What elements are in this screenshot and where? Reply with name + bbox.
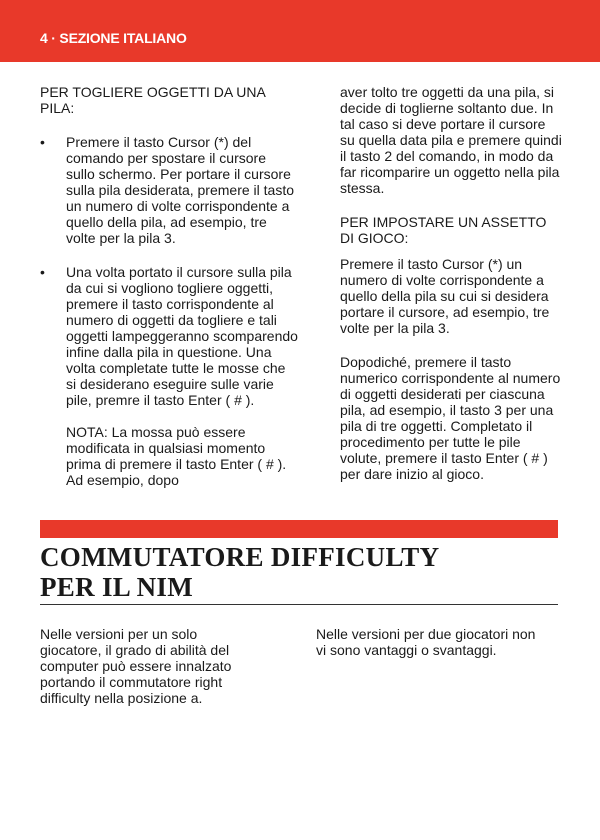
paragraph-single-player: Nelle versioni per un solo giocatore, il grado di abilità del computer può essere innalzato portando il commutatore right difficulty nella posizione a. xyxy=(40,626,232,706)
title-rule xyxy=(40,604,558,605)
section-title xyxy=(40,542,560,602)
key-enter: Enter xyxy=(188,392,222,408)
section-title-line-1: COMMUTATORE DIFFICULTY xyxy=(40,542,440,572)
right-column xyxy=(340,84,562,482)
key-enter: Enter xyxy=(485,450,519,466)
bullet-text-2: Una volta portato il cursore sulla pila da cui si vogliono togliere oggetti, premere il tasto corrispondente al numero di oggetti da togliere e tali oggetti lampeggeranno scomparendo infine dalla pila in questione. Una volta completate tutte le mosse che si desiderano eseguire sulle varie pile, premre il tasto Enter ( # ). xyxy=(66,264,298,408)
section-title-line-2: PER IL NIM xyxy=(40,572,194,602)
bullet-item-1 xyxy=(40,134,298,246)
paragraph-two-players: Nelle versioni per due giocatori non vi sono vantaggi o svantaggi. xyxy=(316,626,536,658)
left-column xyxy=(40,84,298,506)
heading-set-game: PER IMPOSTARE UN ASSETTO DI GIOCO: xyxy=(340,214,547,246)
section-header-label: 4 · SEZIONE ITALIANO xyxy=(40,30,187,46)
paragraph-set-cursor: Premere il tasto Cursor (*) un numero di volte corrispondente a quello della pila su cui si desidera portare il cursore, ad esempio, tre volte per la pila 3. xyxy=(340,256,550,336)
section-divider-bar xyxy=(40,520,558,538)
bullet-dot: • xyxy=(40,264,45,280)
paragraph-set-objects: Dopodiché, premere il tasto numerico corrispondente al numero di oggetti desiderati per ciascuna pila, ad esempio, il tasto 3 per una pila di tre oggetti. Completato il procedimento per tutte le pile volute, premere il tasto Enter ( # ) per dare inizio al gioco. xyxy=(340,354,561,482)
key-enter: Enter xyxy=(220,456,254,472)
heading-remove-objects: PER TOGLIERE OGGETTI DA UNA PILA: xyxy=(40,84,266,116)
paragraph-continuation: aver tolto tre oggetti da una pila, si decide di toglierne soltanto due. In tal caso si deve portare il cursore su quella data pila e premere quindi il tasto 2 del comando, in modo da far ricomparire un oggetto nella pila stessa. xyxy=(340,84,562,196)
header-bar xyxy=(0,0,600,62)
switch-name: right difficulty xyxy=(40,674,223,706)
switch-position: a xyxy=(190,690,199,706)
key-cursor: Cursor xyxy=(441,256,484,272)
bullet-text-1: Premere il tasto Cursor (*) del comando per spostare il cursore sullo schermo. Per portare il cursore sulla pila desiderata, premere il tasto un numero di volte corrispondente a quello della pila, ad esempio, tre volte per la pila 3. xyxy=(66,134,295,246)
bullet-item-2 xyxy=(40,264,298,488)
nota-paragraph: NOTA: La mossa può essere modificata in qualsiasi momento prima di premere il tasto Enter ( # ). Ad esempio, dopo xyxy=(66,424,287,488)
bullet-dot: • xyxy=(40,134,45,150)
key-cursor: Cursor xyxy=(167,134,210,150)
